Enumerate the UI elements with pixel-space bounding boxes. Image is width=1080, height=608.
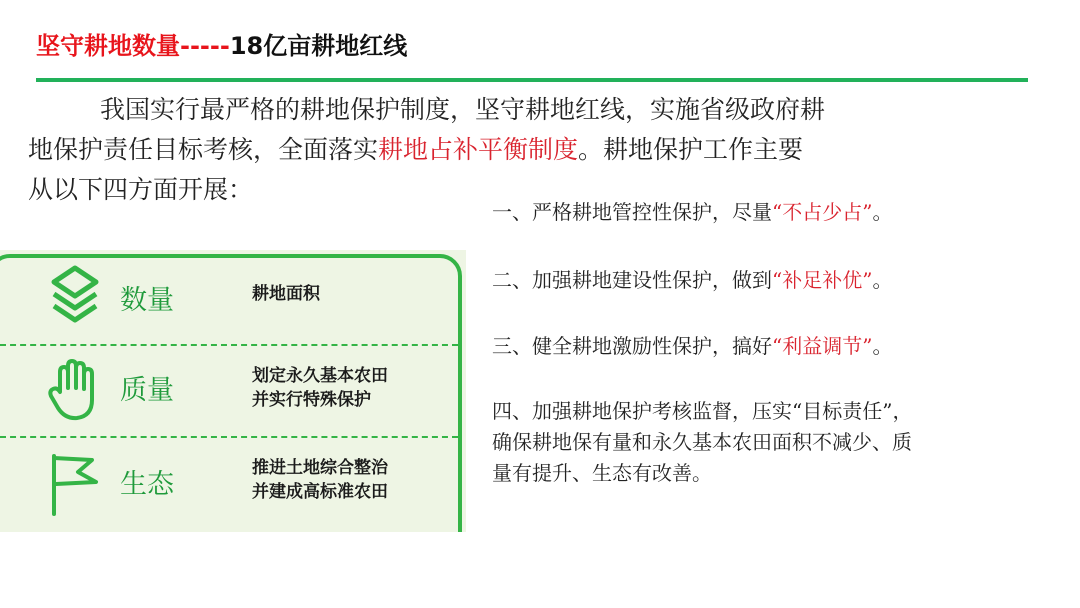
card-row-quality [0,346,466,436]
hand-icon [46,358,104,422]
measure-2-end: 。 [872,268,893,292]
measure-3-text: 三、健全耕地激励性保护，搞好 [492,334,772,358]
title-dashes: ----- [180,32,230,60]
card-label-ecology: 生态 [120,469,174,500]
protection-card [0,250,466,532]
intro-line-1 [28,90,1028,130]
intro-line-3: 从以下四方面开展： [28,175,254,204]
measure-item-2 [492,264,892,293]
measure-item-1 [492,196,892,225]
slide-title [36,26,407,61]
measure-2-text: 二、加强耕地建设性保护，做到 [492,268,772,292]
measure-1-text: 一、严格耕地管控性保护，尽量 [492,200,772,224]
measure-3-highlight: “利益调节” [772,334,873,358]
measure-1-end: 。 [872,200,893,224]
measure-3-end: 。 [872,334,893,358]
measure-4-line-1: 四、加强耕地保护考核监督，压实“目标责任”， [492,399,913,423]
layers-icon [46,264,104,328]
intro-paragraph [28,90,1028,210]
title-black-part: 18亿亩耕地红线 [229,32,408,60]
title-red-part: 坚守耕地数量 [36,32,180,60]
card-desc-quality [252,364,388,412]
card-desc-quantity: 耕地面积 [252,284,320,304]
card-row-ecology [0,438,466,528]
card-desc-ecology-line-1: 推进土地综合整治 [252,458,388,478]
card-desc-ecology [252,456,388,504]
card-desc-quality-line-1: 划定永久基本农田 [252,366,388,386]
measure-2-highlight: “补足补优” [772,268,873,292]
intro-highlight: 耕地占补平衡制度 [378,135,579,164]
intro-line-2 [28,130,1028,170]
card-desc-quality-line-2: 并实行特殊保护 [252,390,371,410]
intro-line-2-before: 地保护责任目标考核，全面落实 [28,135,379,164]
measure-item-4 [492,396,912,489]
intro-line-2-after: 。耕地保护工作主要 [578,135,804,164]
flag-icon [46,452,104,516]
measure-1-highlight: “不占少占” [772,200,873,224]
card-label-quantity: 数量 [120,285,174,316]
measure-4-line-2: 确保耕地保有量和永久基本农田面积不减少、质 [492,430,912,454]
measure-4-line-3: 量有提升、生态有改善。 [492,461,712,485]
title-divider [36,78,1028,82]
card-row-quantity [0,254,466,344]
card-desc-ecology-line-2: 并建成高标准农田 [252,482,388,502]
intro-line-1-text: 我国实行最严格的耕地保护制度，坚守耕地红线，实施省级政府耕 [100,95,826,124]
measure-item-3 [492,330,892,359]
card-label-quality: 质量 [120,375,174,406]
